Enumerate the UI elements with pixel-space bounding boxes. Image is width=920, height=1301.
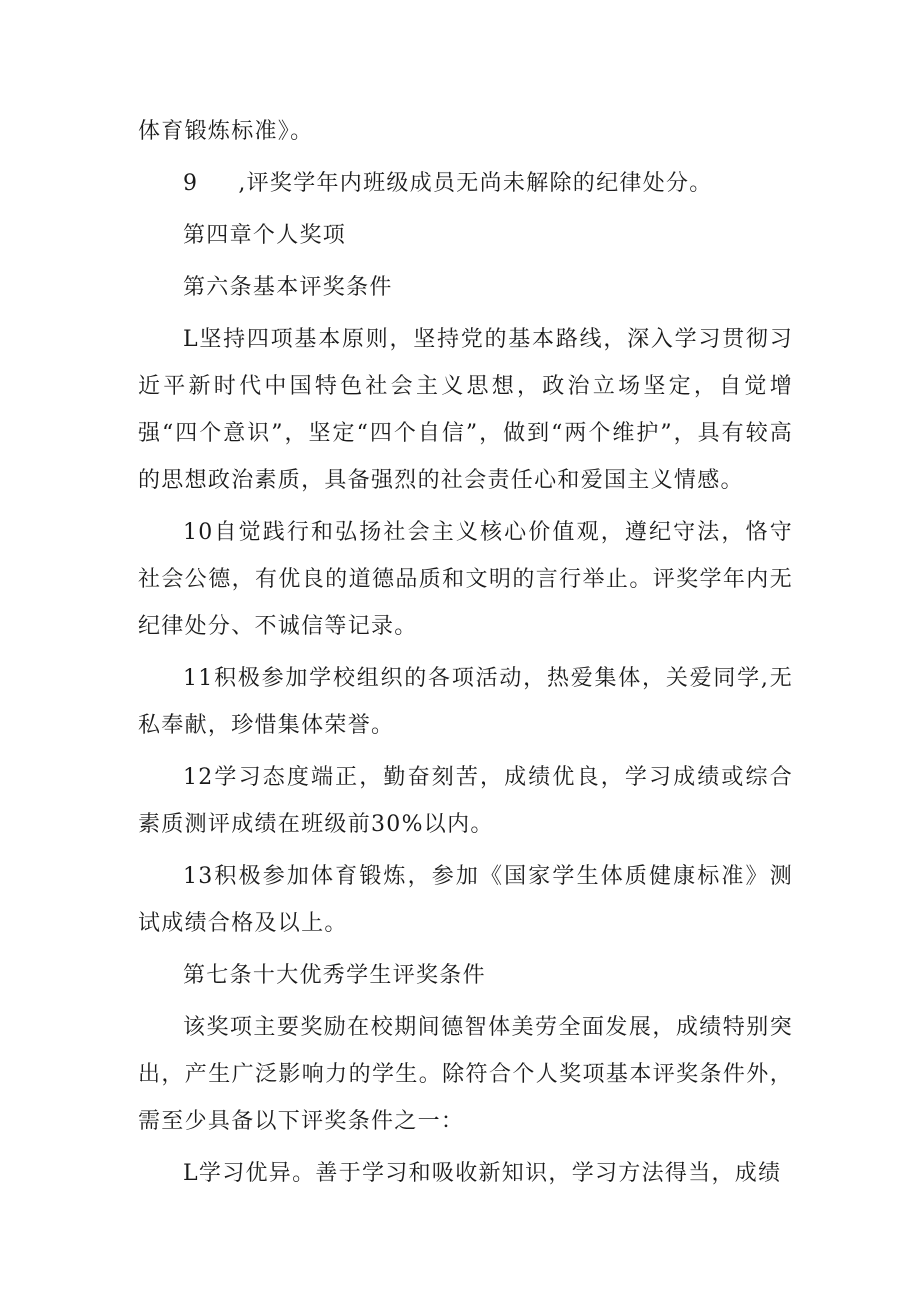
- paragraph-criterion-1: L坚持四项基本原则，坚持党的基本路线，深入学习贯彻习近平新时代中国特色社会主义思想，政治立场坚定，自觉增强“四个意识”，坚定“四个自信”，做到“两个维护”，具有较高的思想政治素质，具备强烈的社会责任心和爱国主义情感。: [138, 327, 793, 493]
- paragraph-criterion-11: 11积极参加学校组织的各项活动，热爱集体，关爱同学,无私奉献，珍惜集体荣誉。: [138, 666, 793, 738]
- article-heading-6: 第六条基本评奖条件: [183, 275, 393, 300]
- document-page: [138, 108, 793, 1197]
- paragraph-award-description: 该奖项主要奖励在校期间德智体美劳全面发展，成绩特别突出，产生广泛影响力的学生。除符合个人奖项基本评奖条件外，需至少具备以下评奖条件之一：: [138, 1015, 793, 1134]
- chapter-heading: 第四章个人奖项: [183, 223, 347, 248]
- item-number: 9: [183, 171, 199, 196]
- paragraph-criterion-13: 13积极参加体育锻炼，参加《国家学生体质健康标准》测试成绩合格及以上。: [138, 864, 793, 936]
- item-text: ,评奖学年内班级成员无尚未解除的纪律处分。: [238, 171, 713, 196]
- paragraph-criterion-12: 12学习态度端正，勤奋刻苦，成绩优良，学习成绩或综合素质测评成绩在班级前30%以内。: [138, 765, 793, 837]
- article-heading-7: 第七条十大优秀学生评奖条件: [183, 963, 486, 988]
- paragraph-award-criterion-1: L学习优异。善于学习和吸收新知识，学习方法得当，成绩: [183, 1161, 782, 1186]
- paragraph-item-9: [138, 160, 793, 207]
- paragraph-criterion-10: 10自觉践行和弘扬社会主义核心价值观，遵纪守法，恪守社会公德，有优良的道德品质和文明的言行举止。评奖学年内无纪律处分、不诚信等记录。: [138, 520, 793, 639]
- paragraph-continuation: 体育锻炼标准》。: [138, 119, 314, 144]
